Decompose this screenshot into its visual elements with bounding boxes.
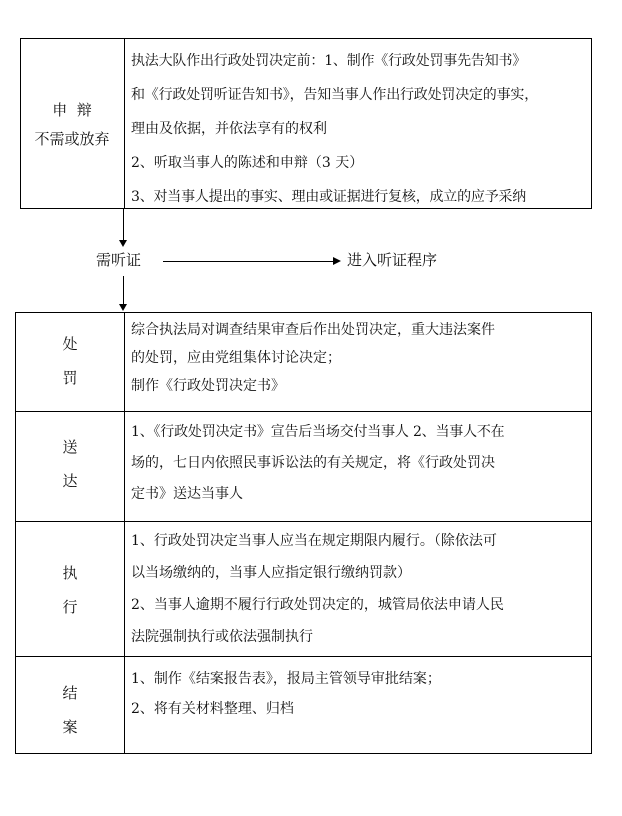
row-label-char: 结 bbox=[62, 684, 78, 702]
flow-connector-lower bbox=[123, 276, 124, 306]
row-label-penalty bbox=[60, 327, 80, 395]
arrow-down-icon bbox=[119, 304, 127, 311]
row-content-execution bbox=[131, 525, 589, 653]
top-line-5: 3、对当事人提出的事实、理由或证据进行复核，成立的应予采纳 bbox=[131, 189, 527, 205]
arrow-right-icon bbox=[333, 257, 341, 265]
row-label-char: 执 bbox=[62, 564, 78, 582]
row-line: 以当场缴纳的，当事人应指定银行缴纳罚款） bbox=[131, 565, 411, 581]
row-label-delivery bbox=[60, 430, 80, 498]
branch-left-label: 需听证 bbox=[96, 251, 142, 269]
table-row-divider bbox=[15, 411, 592, 412]
row-line: 2、当事人逾期不履行行政处罚决定的，城管局依法申请人民 bbox=[131, 597, 504, 613]
branch-right-label: 进入听证程序 bbox=[347, 251, 438, 269]
row-line: 制作《行政处罚决定书》 bbox=[131, 378, 285, 394]
row-line: 法院强制执行或依法强制执行 bbox=[131, 629, 313, 645]
row-label-execution bbox=[60, 556, 80, 624]
top-line-1: 执法大队作出行政处罚决定前：1、制作《行政处罚事先告知书》 bbox=[131, 53, 527, 69]
top-label-line2: 不需或放弃 bbox=[34, 130, 110, 148]
row-label-closure bbox=[60, 676, 80, 744]
table-row-divider bbox=[15, 521, 592, 522]
row-line: 1、《行政处罚决定书》宣告后当场交付当事人 2、当事人不在 bbox=[131, 424, 505, 440]
row-line: 1、制作《结案报告表》，报局主管领导审批结案； bbox=[131, 671, 441, 687]
top-block-divider bbox=[124, 38, 125, 209]
row-content-penalty bbox=[131, 316, 589, 400]
row-line: 1、行政处罚决定当事人应当在规定期限内履行。（除依法可 bbox=[131, 533, 497, 549]
row-content-closure bbox=[131, 664, 589, 724]
row-line: 场的，七日内依照民事诉讼法的有关规定，将《行政处罚决 bbox=[131, 455, 495, 471]
table-row-divider bbox=[15, 656, 592, 657]
row-label-char: 行 bbox=[62, 598, 78, 616]
top-line-2: 和《行政处罚听证告知书》，告知当事人作出行政处罚决定的事实， bbox=[131, 87, 538, 103]
top-block-content bbox=[131, 44, 589, 214]
row-label-char: 罚 bbox=[62, 369, 78, 387]
arrow-down-icon bbox=[119, 240, 127, 247]
row-content-delivery bbox=[131, 417, 589, 510]
row-line: 定书》送达当事人 bbox=[131, 486, 243, 502]
top-label-line1: 申 辩 bbox=[52, 101, 92, 119]
row-line: 综合执法局对调查结果审查后作出处罚决定，重大违法案件 bbox=[131, 322, 495, 338]
row-line: 2、将有关材料整理、归档 bbox=[131, 701, 294, 717]
branch-arrow-line bbox=[163, 261, 335, 262]
row-line: 的处罚，应由党组集体讨论决定； bbox=[131, 350, 341, 366]
top-line-3: 理由及依据，并依法享有的权利 bbox=[131, 121, 327, 137]
table-column-divider bbox=[124, 312, 125, 754]
row-label-char: 达 bbox=[62, 472, 78, 490]
row-label-char: 案 bbox=[62, 718, 78, 736]
row-label-char: 处 bbox=[62, 335, 78, 353]
flow-connector-upper bbox=[123, 209, 124, 242]
row-label-char: 送 bbox=[62, 438, 78, 456]
top-line-4: 2、听取当事人的陈述和申辩（3 天） bbox=[131, 155, 364, 171]
